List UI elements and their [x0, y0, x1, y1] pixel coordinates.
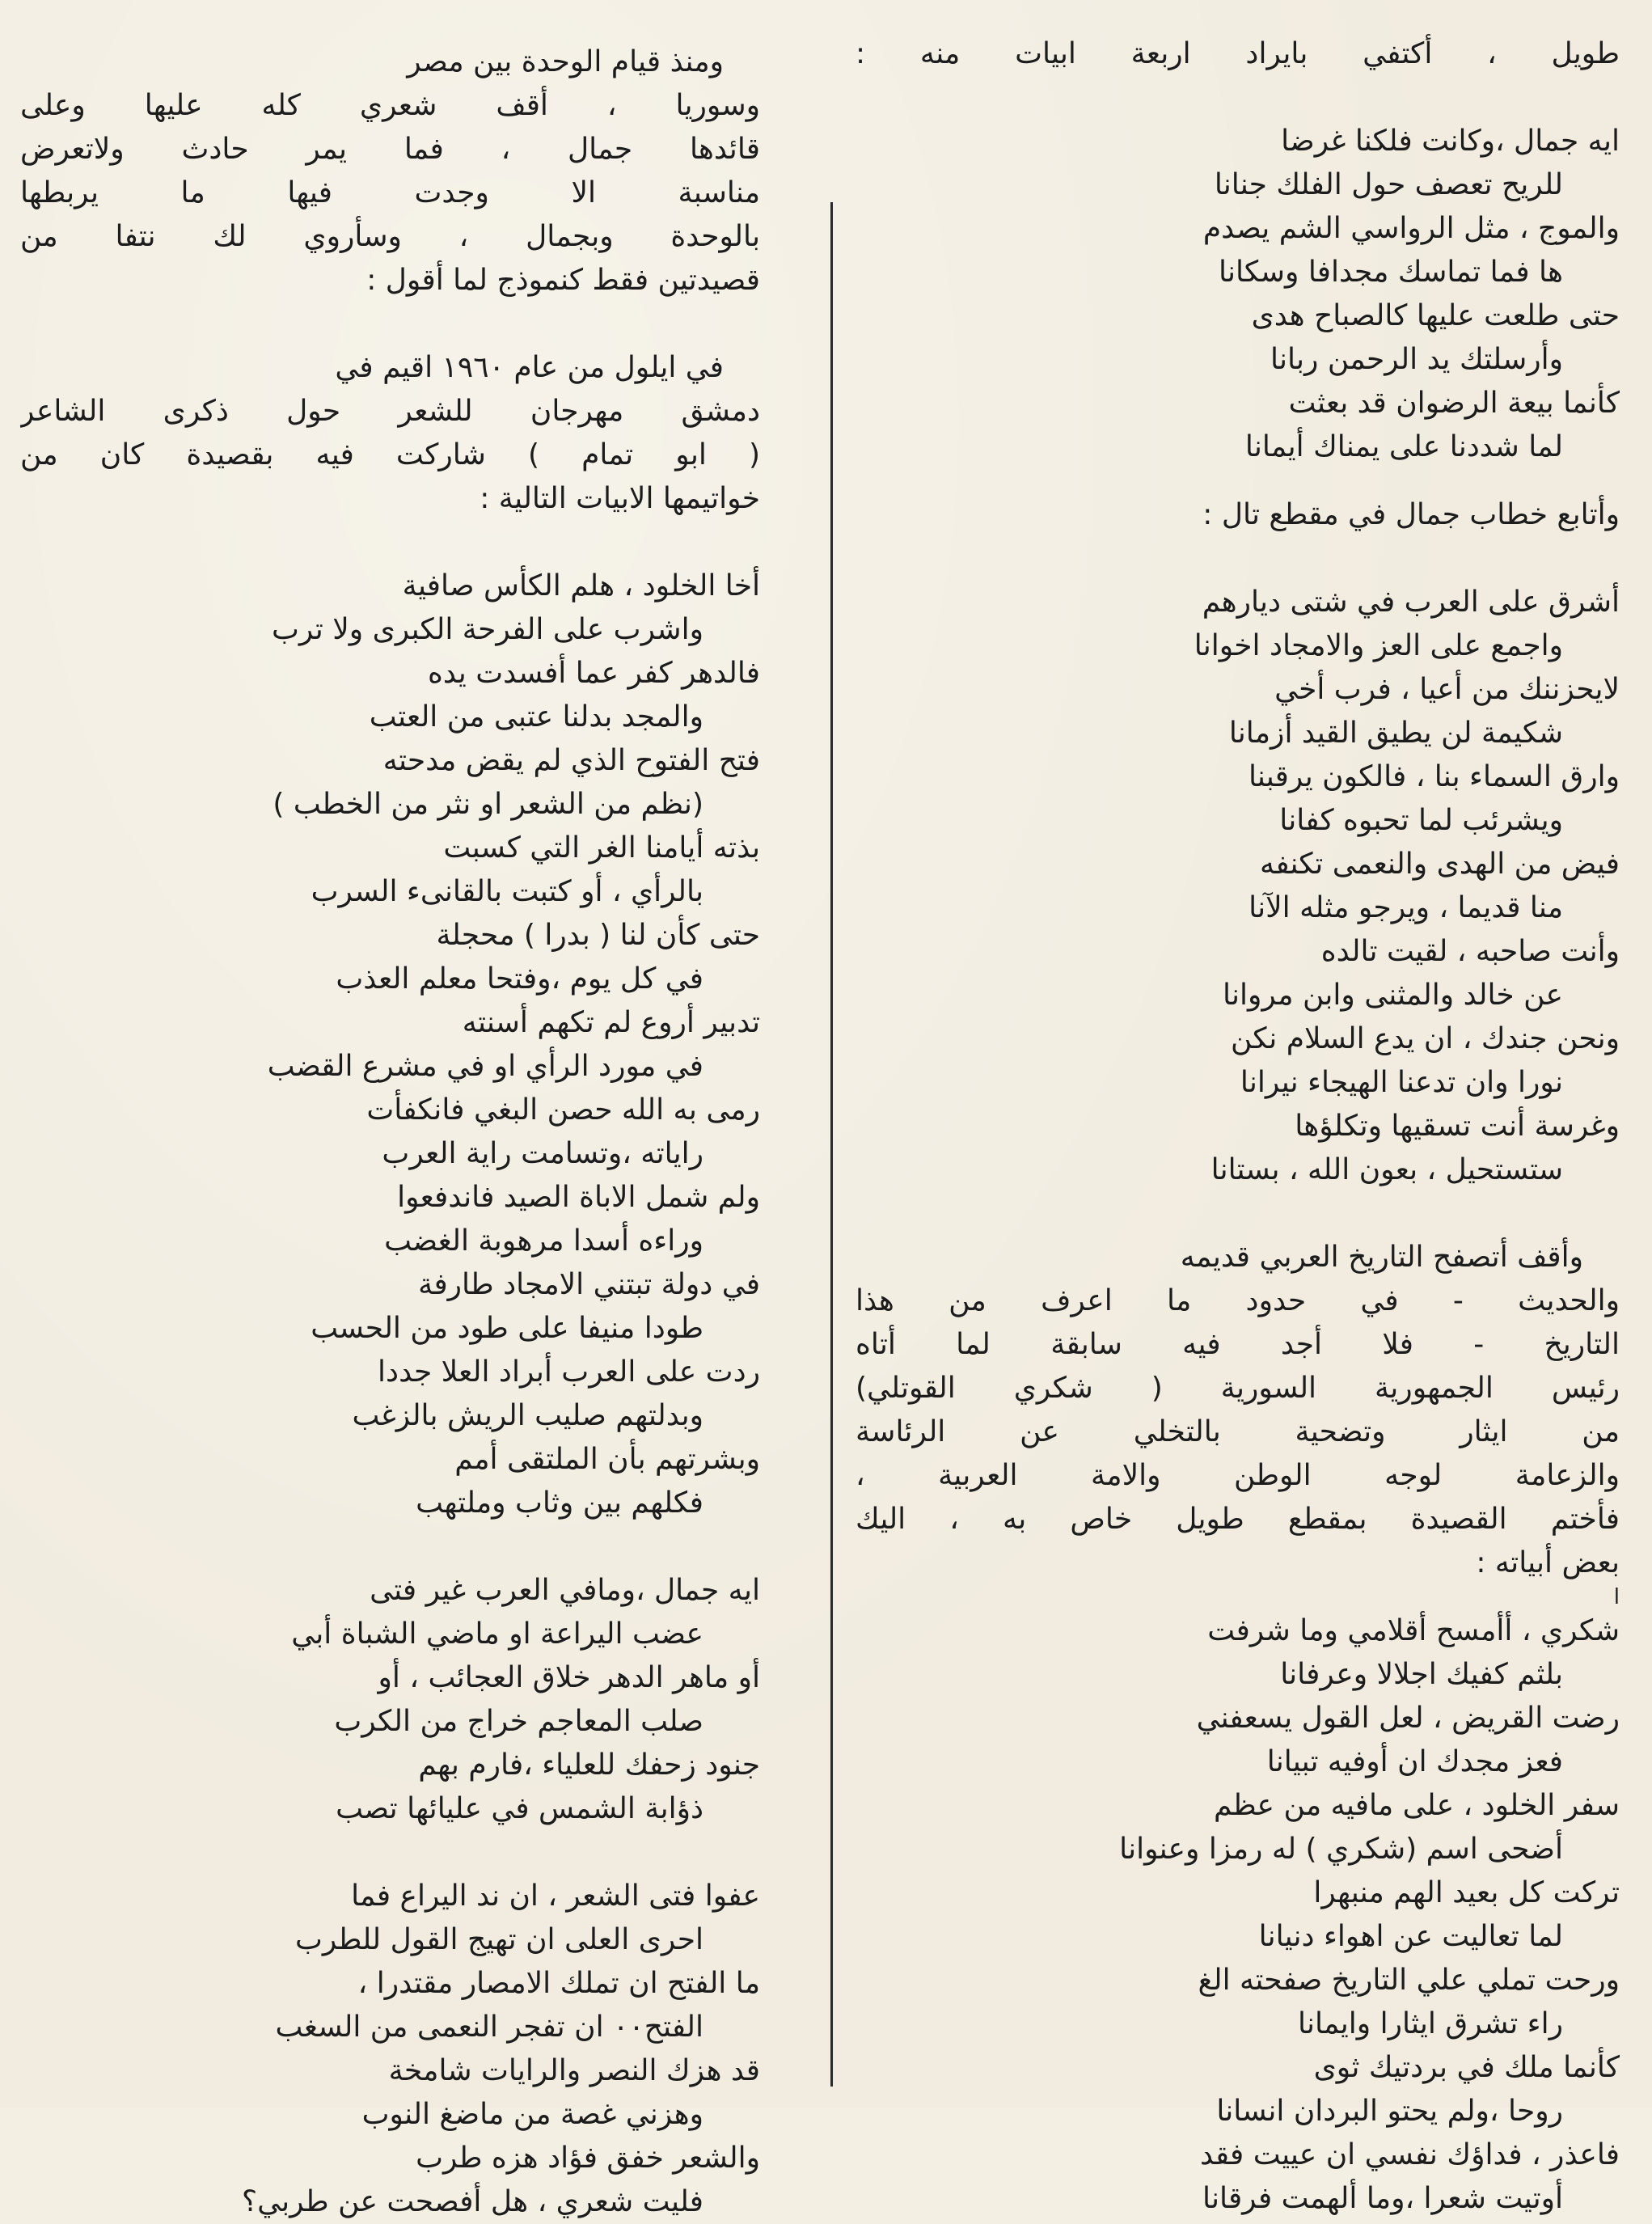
prose-line: في ايلول من عام ١٩٦٠ اقيم في	[335, 351, 724, 384]
verse-line: طودا منيفا على طود من الحسب	[311, 1312, 703, 1345]
verse-line: منا قديما ، ويرجو مثله الآنا	[1249, 891, 1563, 924]
verse-line: ونحن جندك ، ان يدع السلام نكن	[1230, 1022, 1620, 1055]
left-prose-1	[20, 40, 760, 302]
verse-line: تركت كل بعيد الهم منبهرا	[1313, 1876, 1620, 1909]
stray-mark: ا	[1613, 1585, 1620, 1609]
verse-line: ايه جمال ،وكانت فلكنا غرضا	[1281, 125, 1620, 158]
verse-line: لايحزننك من أعيا ، فرب أخي	[1274, 673, 1620, 706]
prose-line: والزعامة لوجه الوطن والامة العربية ،	[856, 1459, 1620, 1492]
verse-line: وهزني غصة من ماضغ النوب	[361, 2098, 703, 2131]
intro-line: طويل ، أكتفي بايراد اربعة ابيات منه :	[856, 37, 1620, 70]
verse-line: عفوا فتى الشعر ، ان ند اليراع فما	[351, 1879, 760, 1913]
prose-line: وأقف أتصفح التاريخ العربي قديمه	[1180, 1241, 1583, 1274]
verse-line: عن خالد والمثنى وابن مروانا	[1223, 979, 1563, 1012]
verse-line: أخا الخلود ، هلم الكأس صافية	[402, 569, 760, 603]
verse-line: بالرأي ، أو كتبت بالقانىء السرب	[311, 875, 703, 908]
verse-line: حتى كأن لنا ( بدرا ) محجلة	[436, 919, 760, 952]
verse-line: في مورد الرأي او في مشرع القضب	[267, 1050, 703, 1083]
verse-line: راياته ،وتسامت راية العرب	[382, 1137, 703, 1170]
verse-line: وغرسة أنت تسقيها وتكلؤها	[1295, 1110, 1620, 1143]
verse-line: ورحت تملي علي التاريخ صفحته الغ	[1198, 1964, 1620, 1997]
right-poem-2	[856, 581, 1620, 1192]
prose-line: وسوريا ، أقف شعري كله عليها وعلى	[20, 89, 760, 122]
verse-line: لما شددنا على يمناك أيمانا	[1244, 430, 1563, 463]
verse-line: ولم شمل الاباة الصيد فاندفعوا	[397, 1181, 760, 1214]
verse-line: فتح الفتوح الذي لم يقض مدحته	[382, 744, 760, 777]
verse-line: كأنما ملك في بردتيك ثوى	[1313, 2051, 1620, 2084]
column-divider	[830, 202, 833, 2087]
prose-line: بالوحدة وبجمال ، وسأروي لك نتفا من	[20, 220, 760, 253]
right-poem-1	[856, 120, 1620, 469]
verse-line: تدبير أروع لم تكهم أسنته	[462, 1006, 760, 1039]
right-transition	[856, 493, 1620, 537]
verse-line: والشعر خفق فؤاد هزه طرب	[416, 2142, 760, 2175]
verse-line: شكيمة لن يطيق القيد أزمانا	[1228, 717, 1563, 750]
verse-line: عضب اليراعة او ماضي الشباة أبي	[291, 1617, 703, 1651]
left-column	[0, 0, 817, 2224]
verse-line: قد هزك النصر والرايات شامخة	[388, 2054, 760, 2087]
prose-line: التاريخ - فلا أجد فيه سابقة لما أتاه	[856, 1328, 1620, 1361]
verse-line: فليت شعري ، هل أفصحت عن طربي؟	[242, 2185, 703, 2218]
verse-line: والموج ، مثل الرواسي الشم يصدم	[1202, 212, 1620, 245]
prose-line: دمشق مهرجان للشعر حول ذكرى الشاعر	[20, 395, 760, 428]
verse-line: وأرسلتك يد الرحمن ربانا	[1270, 343, 1563, 376]
verse-line: بذته أيامنا الغر التي كسبت	[443, 831, 760, 865]
verse-line: أوتيت شعرا ،وما ألهمت فرقانا	[1202, 2182, 1563, 2215]
prose-line: والحديث - في حدود ما اعرف من هذا	[856, 1284, 1620, 1317]
verse-line: صلب المعاجم خراج من الكرب	[334, 1705, 703, 1738]
verse-line: لما تعاليت عن اهواء دنيانا	[1258, 1920, 1563, 1953]
left-poem-1	[20, 564, 760, 1525]
verse-line: فعز مجدك ان أوفيه تبيانا	[1266, 1745, 1563, 1778]
prose-line: من ايثار وتضحية بالتخلي عن الرئاسة	[856, 1415, 1620, 1448]
left-prose-2	[20, 346, 760, 521]
verse-line: راء تشرق ايثارا وايمانا	[1298, 2007, 1563, 2040]
verse-line: في كل يوم ،وفتحا معلم العذب	[336, 962, 703, 996]
right-poem-3	[856, 1609, 1620, 2221]
verse-line: ما الفتح ان تملك الامصار مقتدرا ،	[357, 1967, 760, 2000]
left-poem-3	[20, 1875, 760, 2224]
prose-line: ( ابو تمام ) شاركت فيه بقصيدة كان من	[20, 438, 760, 471]
verse-line: ذؤابة الشمس في عليائها تصب	[336, 1792, 703, 1825]
verse-line: روحا ،ولم يحتو البردان انسانا	[1216, 2095, 1563, 2128]
verse-line: في دولة تبتني الامجاد طارفة	[418, 1268, 760, 1301]
verse-line: حتى طلعت عليها كالصباح هدى	[1251, 299, 1620, 332]
prose-line: مناسبة الا وجدت فيها ما يربطها	[20, 176, 760, 209]
verse-line: ردت على العرب أبراد العلا جددا	[378, 1355, 760, 1389]
verse-line: رضت القريض ، لعل القول يسعفني	[1196, 1702, 1620, 1735]
prose-line: قصيدتين فقط كنموذج لما أقول :	[366, 264, 760, 297]
prose-line: ومنذ قيام الوحدة بين مصر	[407, 45, 724, 78]
verse-line: ويشرئب لما تحبوه كفانا	[1279, 804, 1563, 837]
verse-line: وراءه أسدا مرهوبة الغضب	[384, 1224, 703, 1258]
right-column	[839, 0, 1652, 2221]
verse-line: فاعذر ، فداؤك نفسي ان عييت فقد	[1199, 2138, 1620, 2171]
verse-line: ايه جمال ،ومافي العرب غير فتى	[370, 1574, 760, 1607]
right-intro	[856, 32, 1620, 76]
verse-line: جنود زحفك للعلياء ،فارم بهم	[418, 1748, 760, 1782]
verse-line: أو ماهر الدهر خلاق العجائب ، أو	[378, 1661, 760, 1694]
left-poem-2	[20, 1569, 760, 1831]
prose-line: قائدها جمال ، فما يمر حادث ولاتعرض	[20, 133, 760, 166]
verse-line: فكلهم بين وثاب وملتهب	[416, 1486, 703, 1520]
verse-line: فيض من الهدى والنعمى تكنفه	[1260, 848, 1620, 881]
prose-line: خواتيمها الابيات التالية :	[480, 482, 760, 515]
verse-line: ستستحيل ، بعون الله ، بستانا	[1210, 1153, 1563, 1186]
verse-line: وبدلتهم صليب الريش بالزغب	[352, 1399, 703, 1432]
verse-line: كأنما بيعة الرضوان قد بعثت	[1288, 387, 1620, 420]
prose-line: فأختم القصيدة بمقطع طويل خاص به ، اليك	[856, 1503, 1620, 1536]
verse-line: والمجد بدلنا عتبى من العتب	[369, 700, 703, 734]
prose-line: رئيس الجمهورية السورية ( شكري القوتلي)	[856, 1372, 1620, 1405]
verse-line: الفتح٠٠ ان تفجر النعمى من السغب	[275, 2010, 703, 2044]
verse-line: أشرق على العرب في شتى ديارهم	[1202, 586, 1620, 619]
verse-line: واشرب على الفرحة الكبرى ولا ترب	[272, 613, 703, 646]
verse-line: وبشرتهم بأن الملتقى أمم	[454, 1443, 760, 1476]
prose-line: بعض أبياته :	[1476, 1546, 1620, 1579]
verse-line: وارق السماء بنا ، فالكون يرقبنا	[1248, 760, 1620, 793]
right-prose-1	[856, 1236, 1620, 1609]
verse-line: بلثم كفيك اجلالا وعرفانا	[1280, 1658, 1563, 1691]
verse-line: رمى به الله حصن البغي فانكفأت	[366, 1093, 760, 1127]
verse-line: وأنت صاحبه ، لقيت تالده	[1320, 935, 1620, 968]
verse-line: شكري ، أأمسح أقلامي وما شرفت	[1207, 1614, 1620, 1647]
verse-line: (نظم من الشعر او نثر من الخطب )	[273, 788, 703, 821]
verse-line: احرى العلى ان تهيج القول للطرب	[294, 1923, 703, 1956]
verse-line: نورا وان تدعنا الهيجاء نيرانا	[1240, 1066, 1563, 1099]
prose-line: وأتابع خطاب جمال في مقطع تال :	[1202, 498, 1620, 531]
verse-line: للريح تعصف حول الفلك جنانا	[1214, 168, 1563, 201]
verse-line: فالدهر كفر عما أفسدت يده	[427, 657, 760, 690]
verse-line: واجمع على العز والامجاد اخوانا	[1194, 629, 1563, 662]
verse-line: سفر الخلود ، على مافيه من عظم	[1214, 1789, 1620, 1822]
verse-line: أضحى اسم (شكري ) له رمزا وعنوانا	[1119, 1833, 1563, 1866]
verse-line: ها فما تماسك مجدافا وسكانا	[1218, 256, 1563, 289]
